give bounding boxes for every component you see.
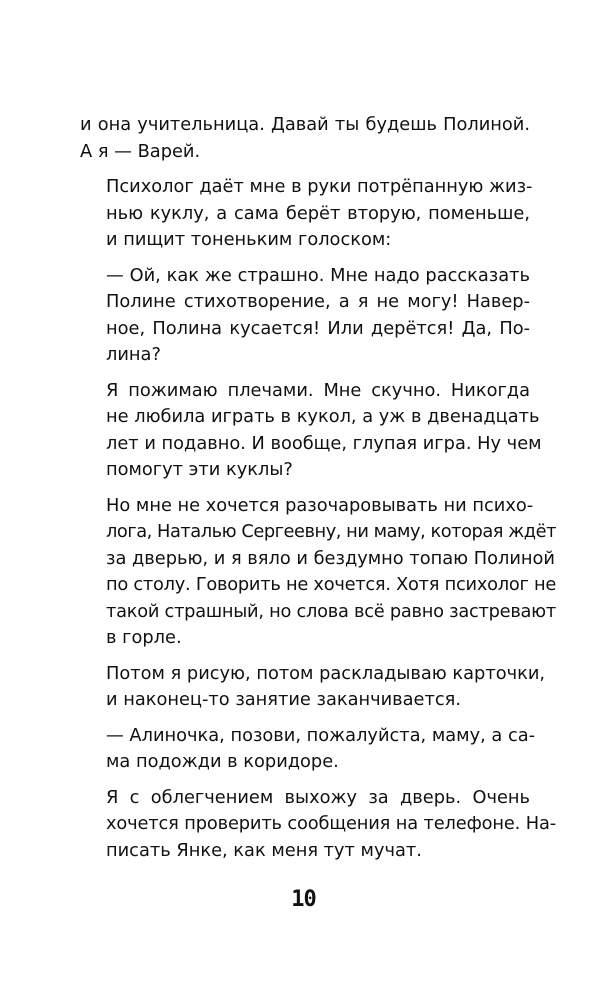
text-line: Потом я рисую, потом раскладываю карточки,: [106, 662, 546, 684]
text-line: хочется проверить сообщения на телефоне. На-: [106, 813, 556, 834]
paragraph: [80, 112, 530, 165]
paragraph: [80, 174, 533, 254]
text-line: и она учительница. Давай ты будешь Полиной.: [80, 114, 530, 135]
text-line: Я пожимаю плечами. Мне скучно. Никогда: [106, 379, 530, 401]
text-line: ное, Полина кусается! Или дерётся! Да, По-: [106, 317, 530, 339]
text-line: писать Янке, как меня тут мучат.: [106, 839, 422, 861]
text-line: такой страшный, но слова всё равно застревают: [106, 600, 556, 622]
text-line: не любила играть в кукол, а уж в двенадцать: [106, 406, 540, 427]
paragraph: [80, 785, 556, 865]
text-line: ма подожди в коридоре.: [106, 751, 339, 772]
text-line: — Ой, как же страшно. Мне надо рассказать: [106, 264, 530, 286]
text-line: по столу. Говорить не хочется. Хотя психолог не: [106, 574, 556, 595]
text-line: лога, Наталью Сергеевну, ни маму, которая ждёт: [106, 521, 556, 542]
page-body-text: [80, 112, 556, 873]
text-line: Полине стихотворение, а я не могу! Навер-: [106, 291, 530, 312]
paragraph: [80, 493, 556, 652]
text-line: нью куклу, а сама берёт вторую, поменьше,: [106, 202, 530, 224]
text-line: и пищит тоненьким голоском:: [106, 229, 392, 250]
text-line: А я — Варей.: [80, 140, 201, 162]
text-line: Психолог даёт мне в руки потрёпанную жиз-: [106, 176, 533, 197]
text-line: помогут эти куклы?: [106, 459, 293, 480]
text-line: и наконец-то занятие заканчивается.: [106, 689, 461, 710]
text-line: Но мне не хочется разочаровывать ни психо-: [106, 494, 534, 516]
paragraph: [80, 378, 542, 484]
text-line: лина?: [106, 344, 161, 365]
text-line: — Алиночка, позови, пожалуйста, маму, а са-: [106, 724, 536, 746]
paragraph: [80, 661, 546, 714]
paragraph: [80, 263, 530, 369]
text-line: в горле.: [106, 627, 182, 648]
page-number: 10: [291, 887, 316, 912]
paragraph: [80, 723, 536, 776]
text-line: лет и подавно. И вообще, глупая игра. Ну чем: [106, 432, 542, 454]
text-line: за дверью, и я вяло и бездумно топаю Полиной: [106, 547, 555, 569]
text-line: Я с облегчением выхожу за дверь. Очень: [106, 786, 530, 808]
